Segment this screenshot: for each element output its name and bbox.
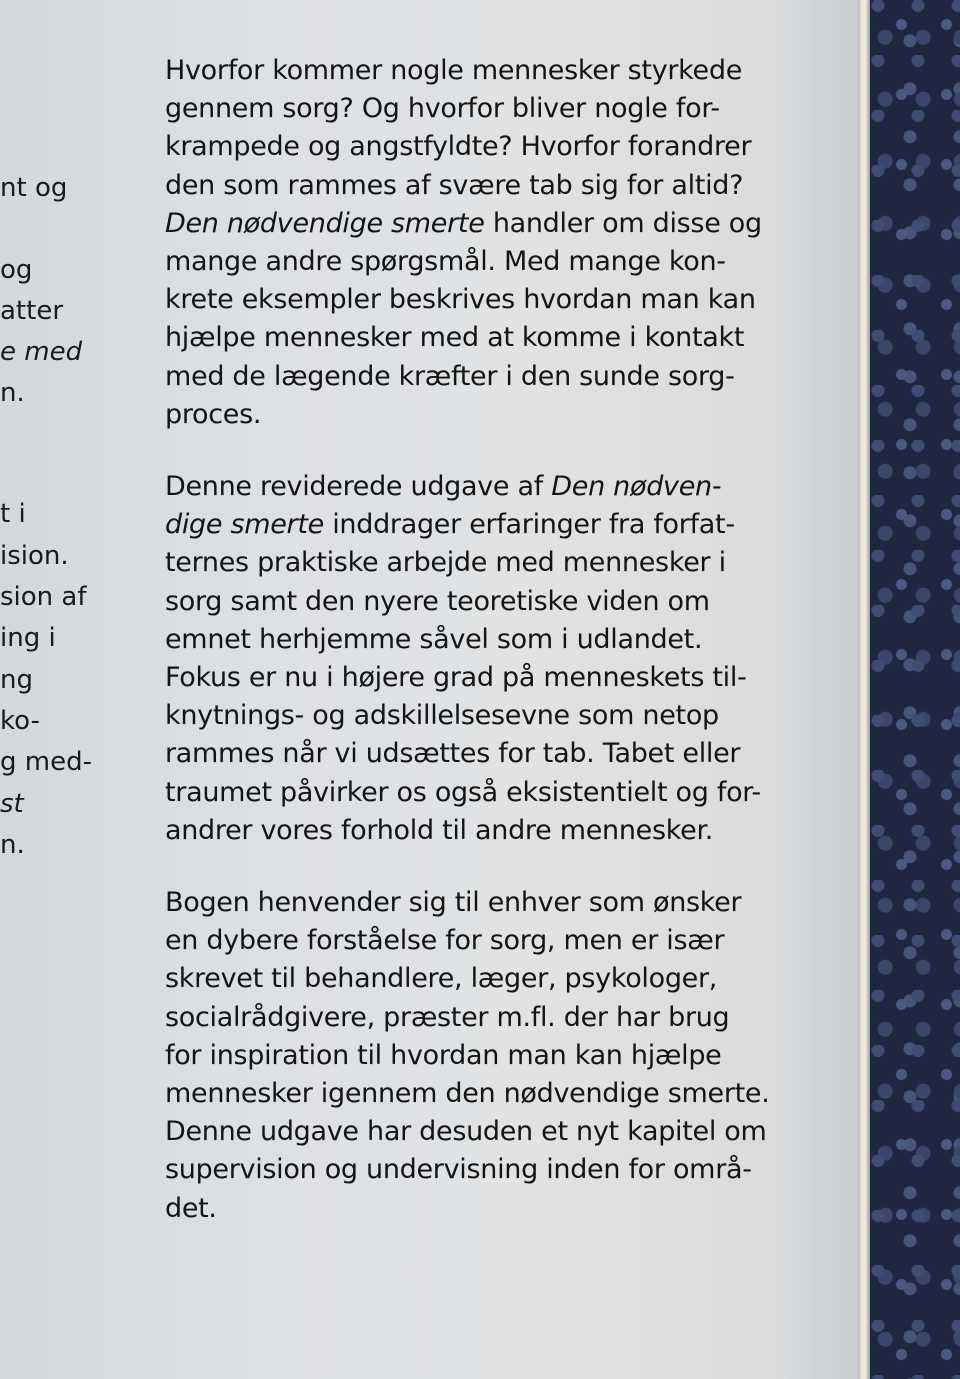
left-fragment: ng: [0, 665, 33, 695]
text-segment: proces.: [165, 398, 262, 430]
left-page-text-fragments: [0, 0, 100, 1379]
text-line: [165, 281, 785, 319]
text-line: [165, 506, 785, 544]
text-line: [165, 90, 785, 128]
text-segment: krete eksempler beskrives hvordan man kan: [165, 284, 756, 316]
text-segment: rammes når vi udsættes for tab. Tabet eller: [165, 738, 741, 770]
text-line: [165, 205, 785, 243]
text-line: [165, 544, 785, 582]
text-line: [165, 468, 785, 506]
text-segment: skrevet til behandlere, læger, psykologer,: [165, 963, 718, 995]
text-line: [165, 1037, 785, 1075]
text-line: [165, 1075, 785, 1113]
text-segment: emnet herhjemme såvel som i udlandet.: [165, 623, 703, 655]
text-line: [165, 358, 785, 396]
left-fragment: ing i: [0, 623, 56, 653]
text-segment: Denne udgave har desuden et nyt kapitel om: [165, 1116, 767, 1148]
text-line: [165, 52, 785, 90]
text-segment: supervision og undervisning inden for områ-: [165, 1154, 752, 1186]
text-segment: gennem sorg? Og hvorfor bliver nogle for-: [165, 93, 720, 125]
text-line: [165, 1190, 785, 1228]
text-segment: en dybere forståelse for sorg, men er især: [165, 925, 725, 957]
left-fragment: e med: [0, 337, 83, 367]
text-line: [165, 319, 785, 357]
left-fragment: st: [0, 789, 24, 819]
text-line: [165, 774, 785, 812]
text-line: [165, 922, 785, 960]
text-segment: handler om disse og: [484, 207, 762, 239]
left-fragment: atter: [0, 296, 64, 326]
text-line: [165, 659, 785, 697]
page-edge: [858, 0, 870, 1379]
left-fragment: sion af: [0, 582, 87, 612]
left-fragment: n.: [0, 830, 25, 860]
text-line: [165, 167, 785, 205]
text-line: [165, 128, 785, 166]
text-segment: Fokus er nu i højere grad på menneskets til-: [165, 662, 747, 694]
text-segment: mange andre spørgsmål. Med mange kon-: [165, 246, 726, 278]
text-segment: hjælpe mennesker med at komme i kontakt: [165, 322, 745, 354]
text-segment: Denne reviderede udgave af: [165, 471, 552, 503]
left-fragment: g med-: [0, 747, 92, 777]
blurb-paragraph: [165, 884, 785, 1228]
text-segment: sorg samt den nyere teoretiske viden om: [165, 585, 710, 617]
text-line: [165, 812, 785, 850]
text-segment: krampede og angstfyldte? Hvorfor forandrer: [165, 131, 752, 163]
text-segment: det.: [165, 1192, 217, 1224]
text-line: [165, 243, 785, 281]
text-segment: inddrager erfaringer fra forfat-: [323, 509, 735, 541]
text-line: [165, 621, 785, 659]
text-line: [165, 999, 785, 1037]
text-segment: med de lægende kræfter i den sunde sorg-: [165, 360, 735, 392]
book-title-italic: Den nødven-: [551, 471, 722, 503]
text-line: [165, 735, 785, 773]
text-segment: traumet påvirker os også eksistentielt og for-: [165, 776, 761, 808]
text-segment: knytnings- og adskillelsesevne som netop: [165, 700, 719, 732]
text-line: [165, 960, 785, 998]
blurb-paragraph: [165, 468, 785, 850]
text-segment: for inspiration til hvordan man kan hjælpe: [165, 1039, 722, 1071]
text-line: [165, 884, 785, 922]
text-segment: andrer vores forhold til andre mennesker.: [165, 814, 714, 846]
left-fragment: n.: [0, 378, 25, 408]
left-fragment: og: [0, 255, 33, 285]
text-segment: Bogen henvender sig til enhver som ønsker: [165, 887, 742, 919]
text-segment: Hvorfor kommer nogle mennesker styrkede: [165, 55, 743, 86]
text-line: [165, 1113, 785, 1151]
left-fragment: t i: [0, 499, 26, 529]
text-line: [165, 1151, 785, 1189]
left-fragment: ision.: [0, 541, 69, 571]
text-line: [165, 583, 785, 621]
text-segment: socialrådgivere, præster m.fl. der har brug: [165, 1001, 730, 1033]
text-segment: ternes praktiske arbejde med mennesker i: [165, 547, 726, 579]
left-fragment: ko-: [0, 706, 40, 736]
book-title-italic: Den nødvendige smerte: [165, 207, 485, 239]
text-segment: den som rammes af svære tab sig for altid?: [165, 169, 744, 201]
text-segment: mennesker igennem den nødvendige smerte.: [165, 1078, 770, 1110]
blurb-paragraph: [165, 52, 785, 434]
text-line: [165, 697, 785, 735]
left-fragment: nt og: [0, 173, 68, 203]
fabric-background: [870, 0, 960, 1379]
back-cover-blurb: [165, 52, 785, 1262]
book-title-italic: dige smerte: [165, 509, 324, 541]
text-line: [165, 396, 785, 434]
